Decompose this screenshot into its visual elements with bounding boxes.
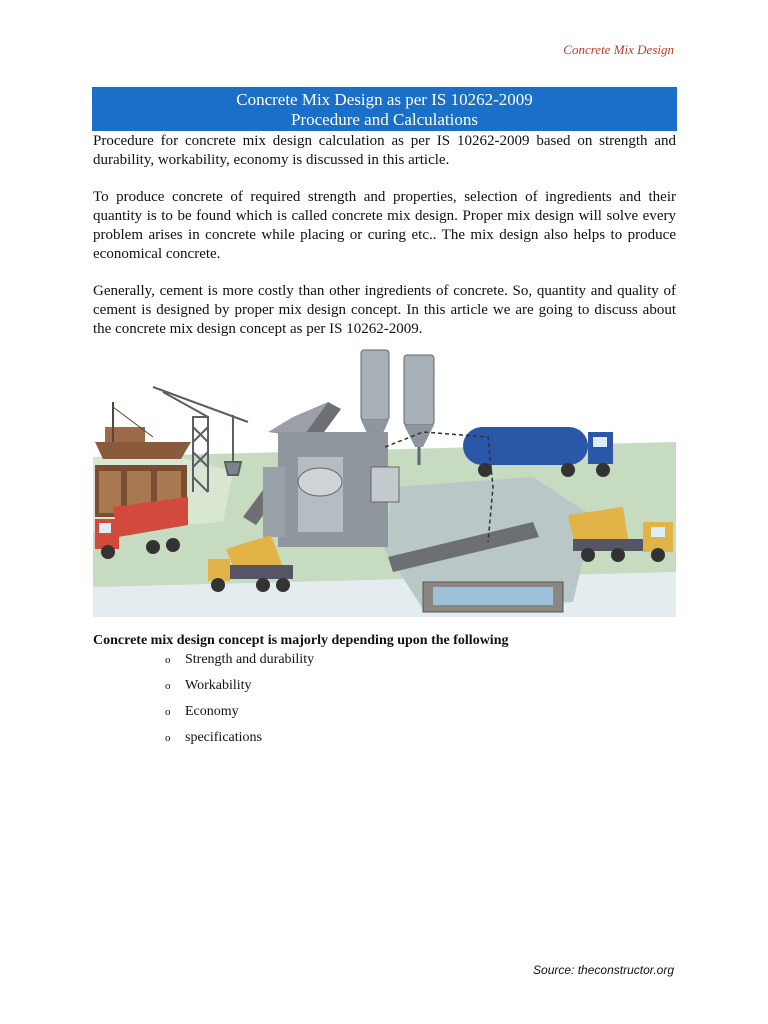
section-heading: Concrete mix design concept is majorly depending upon the following [93,633,509,648]
bullet-marker: o [165,680,171,692]
document-title: Concrete Mix Design as per IS 10262-2009 [236,90,533,109]
batching-plant-illustration [93,347,676,617]
running-header: Concrete Mix Design [563,42,674,57]
list-item [165,652,314,678]
body-text [93,132,676,357]
list-item-label: specifications [185,730,262,745]
paragraph-2: To produce concrete of required strength and properties, selection of ingredients and their quantity is to be found which is called concrete mix design. Proper mix design will solve every problem arises in concrete while placing or curing etc.. The mix design also helps to produce economical concrete. [93,189,676,262]
list-item [165,704,314,730]
bullet-marker: o [165,706,171,718]
document-subtitle: Procedure and Calculations [291,110,478,129]
list-item [165,678,314,704]
paragraph-3: Generally, cement is more costly than other ingredients of concrete. So, quantity and quality of cement is designed by proper mix design concept. In this article we are going to discuss about the concrete mix design concept as per IS 10262-2009. [93,283,676,337]
list-item [165,730,314,756]
list-item-label: Economy [185,704,239,719]
list-item-label: Workability [185,678,252,693]
bullet-marker: o [165,732,171,744]
title-band [92,87,677,131]
mixing-tower-icon [263,432,399,547]
intro-paragraph: Procedure for concrete mix design calculation as per IS 10262-2009 based on strength and durability, workability, economy is discussed in this article. [93,133,676,168]
source-footer: Source: theconstructor.org [533,963,674,977]
bullet-marker: o [165,654,171,666]
bullet-list [165,652,314,756]
list-item-label: Strength and durability [185,652,315,667]
concrete-batching-plant-illustration [93,347,676,617]
